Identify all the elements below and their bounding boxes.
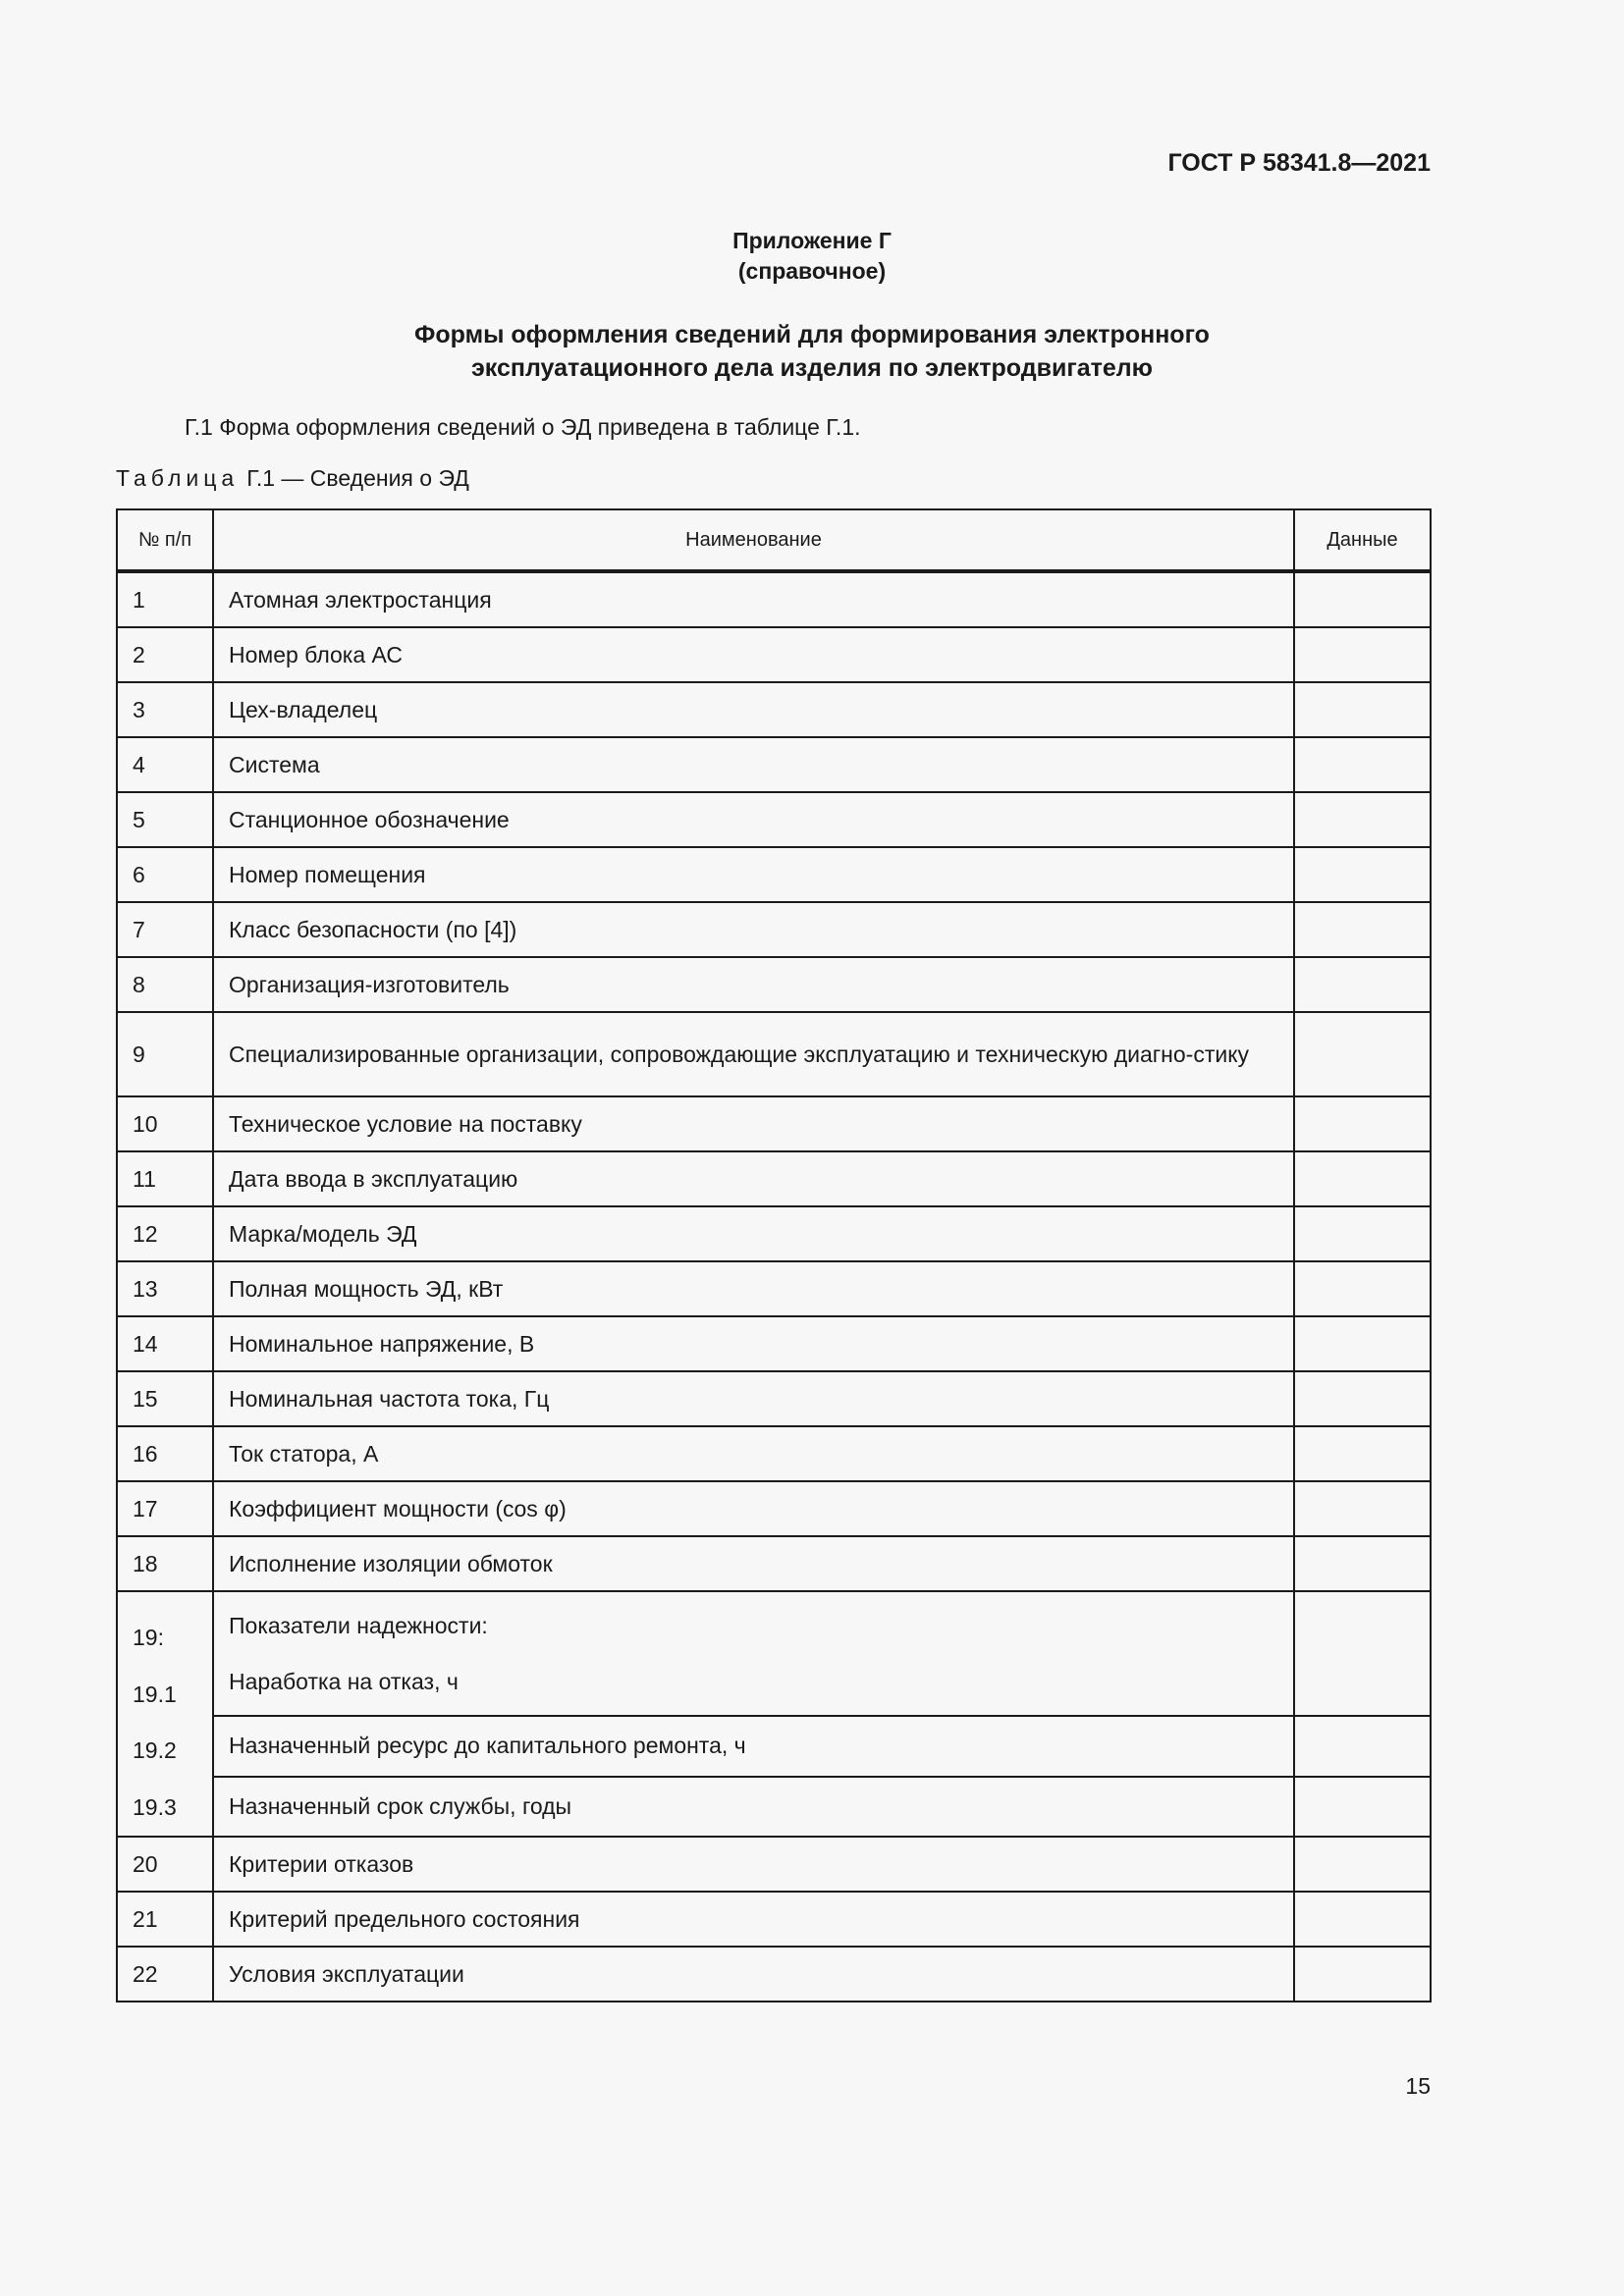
table-row <box>117 1947 1431 2002</box>
row-name-cell: Станционное обозначение <box>213 792 1294 847</box>
data-cell[interactable] <box>1294 1837 1431 1892</box>
table-row <box>117 957 1431 1012</box>
row-number-cell: 3 <box>117 682 213 737</box>
row-name-cell: Номинальная частота тока, Гц <box>213 1371 1294 1426</box>
table-row <box>117 1716 1431 1776</box>
sub-num-19-1: 19.1 <box>133 1681 177 1707</box>
row-name-cell: Ток статора, А <box>213 1426 1294 1481</box>
table-row <box>117 1426 1431 1481</box>
data-cell[interactable] <box>1294 902 1431 957</box>
row-name-cell: Дата ввода в эксплуатацию <box>213 1151 1294 1206</box>
row-name-cell: Номер помещения <box>213 847 1294 902</box>
row-number-cell: 21 <box>117 1892 213 1947</box>
reliability-num: 19: <box>133 1625 164 1650</box>
column-header-name: Наименование <box>213 509 1294 571</box>
row-number-cell: 10 <box>117 1096 213 1151</box>
reliability-heading: Показатели надежности: <box>229 1612 488 1638</box>
table-row <box>117 737 1431 792</box>
table-row <box>117 1316 1431 1371</box>
data-cell[interactable] <box>1294 1206 1431 1261</box>
table-row <box>117 627 1431 682</box>
row-number-cell: 18 <box>117 1536 213 1591</box>
reliability-num-cell <box>117 1591 213 1837</box>
row-number-cell: 2 <box>117 627 213 682</box>
table-header-row <box>117 509 1431 571</box>
sub-num-19-2: 19.2 <box>133 1737 177 1763</box>
appendix-heading <box>0 226 1624 287</box>
row-name-cell: Организация-изготовитель <box>213 957 1294 1012</box>
table-row <box>117 1837 1431 1892</box>
table-body-after <box>117 1837 1431 2002</box>
row-number-cell: 13 <box>117 1261 213 1316</box>
data-cell[interactable] <box>1294 957 1431 1012</box>
table-row <box>117 902 1431 957</box>
row-number-cell: 4 <box>117 737 213 792</box>
row-name-cell: Критерий предельного состояния <box>213 1892 1294 1947</box>
column-header-data: Данные <box>1294 509 1431 571</box>
table-body <box>117 571 1431 1591</box>
sub-num-19-3: 19.3 <box>133 1793 177 1820</box>
data-cell[interactable] <box>1294 1481 1431 1536</box>
table-row <box>117 571 1431 627</box>
document-code: ГОСТ Р 58341.8—2021 <box>1167 149 1431 177</box>
table-row <box>117 1096 1431 1151</box>
data-cell[interactable] <box>1294 682 1431 737</box>
row-name-cell: Критерии отказов <box>213 1837 1294 1892</box>
table-row <box>117 1481 1431 1536</box>
appendix-title: Приложение Г <box>732 228 892 253</box>
data-cell[interactable] <box>1294 1151 1431 1206</box>
data-cell[interactable] <box>1294 847 1431 902</box>
info-table <box>116 508 1432 2002</box>
row-name-cell: Условия эксплуатации <box>213 1947 1294 2002</box>
row-number-cell: 8 <box>117 957 213 1012</box>
table-row <box>117 792 1431 847</box>
data-cell[interactable] <box>1294 737 1431 792</box>
row-number-cell: 17 <box>117 1481 213 1536</box>
table-caption-word: Таблица <box>116 465 240 491</box>
intro-paragraph: Г.1 Форма оформления сведений о ЭД приведена в таблице Г.1. <box>185 414 861 440</box>
table-row <box>117 682 1431 737</box>
data-cell[interactable] <box>1294 1012 1431 1096</box>
row-name-cell: Техническое условие на поставку <box>213 1096 1294 1151</box>
data-cell[interactable] <box>1294 1426 1431 1481</box>
table-row <box>117 1012 1431 1096</box>
data-cell[interactable] <box>1294 1591 1431 1716</box>
row-name-cell: Коэффициент мощности (cos φ) <box>213 1481 1294 1536</box>
section-title-line-2: эксплуатационного дела изделия по электродвигателю <box>470 354 1154 382</box>
table-row <box>117 1892 1431 1947</box>
data-cell[interactable] <box>1294 1777 1431 1837</box>
sub-name-19-1: Наработка на отказ, ч <box>229 1668 459 1694</box>
data-cell[interactable] <box>1294 792 1431 847</box>
row-name-cell: Атомная электростанция <box>213 571 1294 627</box>
table-row <box>117 1536 1431 1591</box>
table-row <box>117 1151 1431 1206</box>
row-number-cell: 6 <box>117 847 213 902</box>
row-name-cell: Система <box>213 737 1294 792</box>
column-header-num: № п/п <box>117 509 213 571</box>
table-caption-text: Г.1 — Сведения о ЭД <box>246 465 469 491</box>
row-number-cell: 7 <box>117 902 213 957</box>
row-name-cell: Марка/модель ЭД <box>213 1206 1294 1261</box>
data-cell[interactable] <box>1294 1716 1431 1776</box>
data-cell[interactable] <box>1294 1261 1431 1316</box>
row-number-cell: 16 <box>117 1426 213 1481</box>
table-row <box>117 847 1431 902</box>
data-cell[interactable] <box>1294 1316 1431 1371</box>
row-name-cell: Полная мощность ЭД, кВт <box>213 1261 1294 1316</box>
section-title <box>0 318 1624 385</box>
data-cell[interactable] <box>1294 1892 1431 1947</box>
data-cell[interactable] <box>1294 1371 1431 1426</box>
table-row <box>117 1206 1431 1261</box>
sub-name-19-2: Назначенный ресурс до капитального ремонта, ч <box>213 1716 1294 1776</box>
appendix-subtitle: (справочное) <box>737 258 887 284</box>
table-row <box>117 1371 1431 1426</box>
table-body-reliability <box>117 1591 1431 1837</box>
row-name-cell: Специализированные организации, сопровождающие эксплуатацию и техническую диагно-стику <box>213 1012 1294 1096</box>
data-cell[interactable] <box>1294 1536 1431 1591</box>
row-number-cell: 20 <box>117 1837 213 1892</box>
table-row <box>117 1591 1431 1716</box>
row-number-cell: 14 <box>117 1316 213 1371</box>
row-name-cell: Номер блока АС <box>213 627 1294 682</box>
row-number-cell: 22 <box>117 1947 213 2002</box>
row-name-cell: Цех-владелец <box>213 682 1294 737</box>
row-number-cell: 12 <box>117 1206 213 1261</box>
row-name-cell: Исполнение изоляции обмоток <box>213 1536 1294 1591</box>
row-number-cell: 11 <box>117 1151 213 1206</box>
row-number-cell: 9 <box>117 1012 213 1096</box>
data-cell[interactable] <box>1294 1947 1431 2002</box>
row-name-cell: Номинальное напряжение, В <box>213 1316 1294 1371</box>
reliability-name-cell <box>213 1591 1294 1716</box>
row-number-cell: 5 <box>117 792 213 847</box>
page-number: 15 <box>1405 2073 1431 2099</box>
sub-name-19-3: Назначенный срок службы, годы <box>213 1777 1294 1837</box>
row-name-cell: Класс безопасности (по [4]) <box>213 902 1294 957</box>
data-cell[interactable] <box>1294 1096 1431 1151</box>
table-caption <box>116 465 469 492</box>
table-row <box>117 1777 1431 1837</box>
section-title-line-1: Формы оформления сведений для формирования электронного <box>414 321 1210 348</box>
row-number-cell: 15 <box>117 1371 213 1426</box>
row-number-cell: 1 <box>117 571 213 627</box>
data-cell[interactable] <box>1294 627 1431 682</box>
data-cell[interactable] <box>1294 571 1431 627</box>
table-row <box>117 1261 1431 1316</box>
